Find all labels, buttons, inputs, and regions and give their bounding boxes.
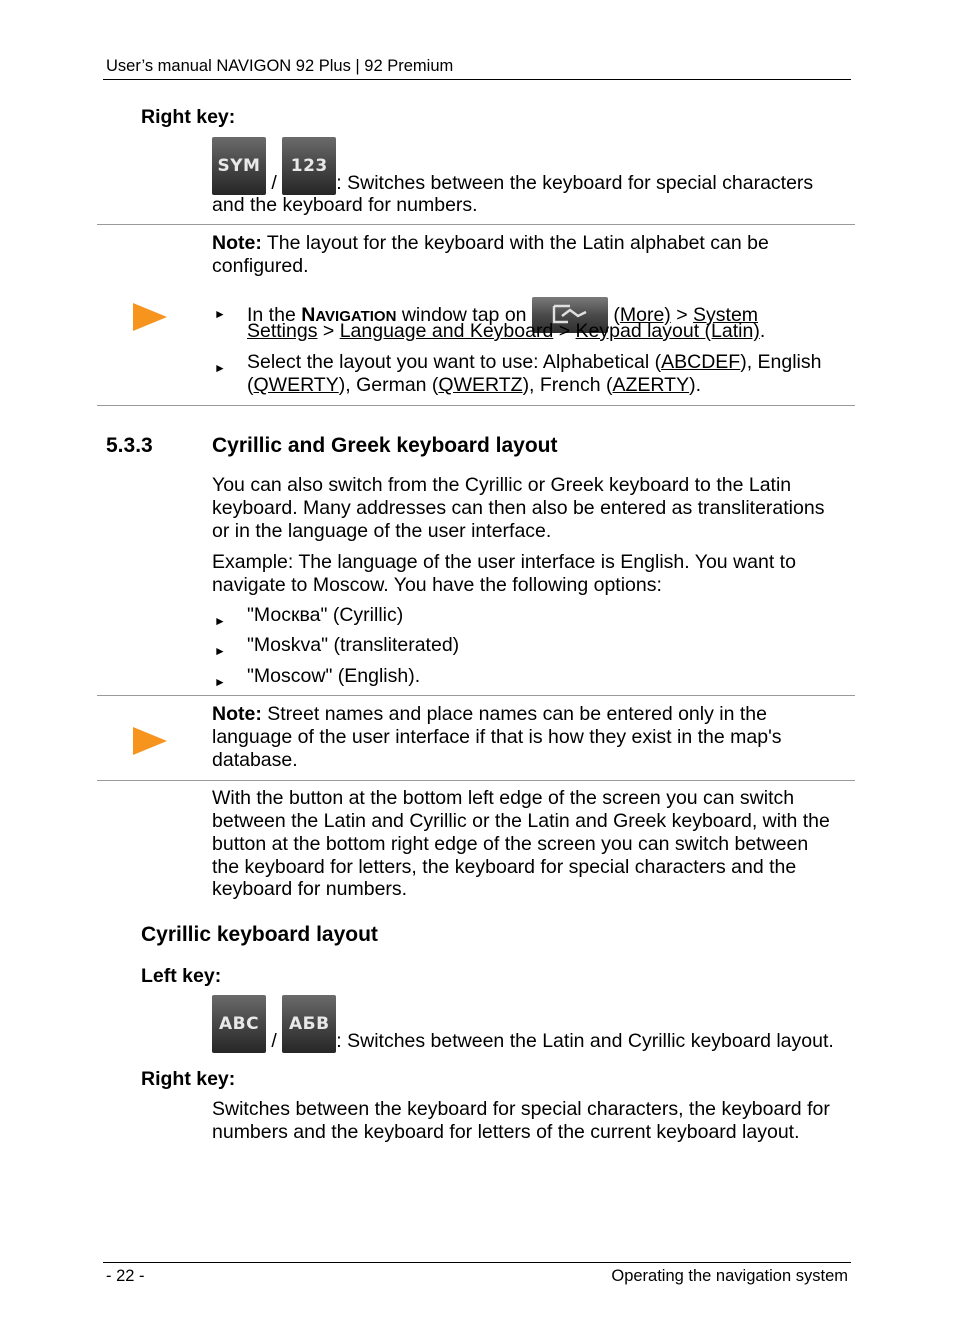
section-title: Cyrillic and Greek keyboard layout: [212, 434, 558, 457]
bullet-icon: ►: [214, 675, 226, 689]
para-1-line-2: keyboard. Many addresses can then also be entered as transliterations: [212, 497, 825, 519]
abcdef-link[interactable]: ABCDEF: [661, 351, 741, 373]
system-settings-link[interactable]: System: [693, 304, 759, 326]
footer-rule: [103, 1262, 851, 1263]
note-2-line-3: database.: [212, 749, 298, 771]
note-2-line-1: [212, 703, 767, 726]
right-key-heading-2: Right key:: [141, 1068, 236, 1090]
step-2-text-c: ), German (: [338, 374, 439, 396]
numbers-key-icon: 123: [282, 137, 336, 195]
orange-arrow-icon: [133, 727, 167, 755]
para-1-line-1: You can also switch from the Cyrillic or Greek keyboard to the Latin: [212, 474, 792, 496]
option-english: "Moscow" (English).: [247, 665, 421, 687]
note-label: Note:: [212, 703, 262, 725]
divider: [97, 780, 855, 781]
para-3-line-4: the keyboard for letters, the keyboard for special characters and the: [212, 856, 797, 878]
section-number: 5.3.3: [106, 434, 153, 457]
bullet-icon: ►: [214, 361, 226, 375]
note-2-line-2: language of the user interface if that is how they exist in the map's: [212, 726, 782, 748]
more-link[interactable]: More): [619, 304, 671, 326]
navigation-window-name-rest: AVIGATION: [315, 308, 397, 325]
azerty-link[interactable]: AZERTY: [612, 374, 690, 396]
right-key-heading: Right key:: [141, 106, 236, 128]
step-2-line-1: [247, 351, 822, 374]
key-separator: /: [271, 172, 277, 194]
key-separator: /: [271, 1030, 277, 1052]
latin-abc-key-icon: ABC: [212, 995, 266, 1053]
note-1-line-1: [212, 232, 769, 255]
step-2-line-2: [247, 374, 701, 397]
right-key-2-line-2: numbers and the keyboard for letters of the current keyboard layout.: [212, 1121, 800, 1143]
left-key-row: [212, 995, 852, 1053]
para-2-line-1: Example: The language of the user interface is English. You want to: [212, 551, 796, 573]
footer-section: Operating the navigation system: [611, 1267, 848, 1285]
option-cyrillic: "Москва" (Cyrillic): [247, 604, 404, 626]
cyrillic-abv-key-icon: АБВ: [282, 995, 336, 1053]
note-1-line-2: configured.: [212, 255, 309, 277]
step-2-text-d: ), French (: [522, 374, 613, 396]
right-key-desc-1: : Switches between the keyboard for special characters: [336, 172, 814, 194]
divider: [97, 224, 855, 225]
separator: >: [553, 320, 576, 342]
separator: >: [670, 304, 694, 326]
orange-arrow-icon: [133, 303, 167, 331]
step-2-paren: (: [247, 374, 254, 396]
end-dot: .: [759, 320, 766, 342]
divider: [97, 695, 855, 696]
note-label: Note:: [212, 232, 262, 254]
note-1-text: The layout for the keyboard with the Latin alphabet can be: [261, 232, 769, 254]
sym-key-icon: SYM: [212, 137, 266, 195]
separator: >: [317, 320, 340, 342]
left-key-desc: : Switches between the Latin and Cyrillic keyboard layout.: [336, 1030, 834, 1052]
header-rule: [103, 79, 851, 80]
step-2-text-e: ).: [689, 374, 701, 396]
para-3-line-2: between the Latin and Cyrillic or the Latin and Greek keyboard, with the: [212, 810, 830, 832]
option-transliterated: "Moskva" (transliterated): [247, 634, 460, 656]
note-2-text: Street names and place names can be entered only in the: [261, 703, 767, 725]
qwerty-link[interactable]: QWERTY: [253, 374, 339, 396]
keypad-layout-link[interactable]: Keypad layout (Latin): [575, 320, 760, 342]
step-1-line-2: [247, 320, 765, 343]
more-open-paren: (: [613, 304, 620, 326]
system-settings-link-2[interactable]: Settings: [247, 320, 318, 342]
para-1-line-3: or in the language of the user interface.: [212, 520, 552, 542]
language-keyboard-link[interactable]: Language and Keyboard: [339, 320, 554, 342]
divider: [97, 405, 855, 406]
bullet-icon: ►: [214, 644, 226, 658]
step-2-text-b: ), English: [740, 351, 822, 373]
left-key-heading: Left key:: [141, 965, 222, 987]
qwertz-link[interactable]: QWERTZ: [438, 374, 523, 396]
para-2-line-2: navigate to Moscow. You have the following options:: [212, 574, 662, 596]
para-3-line-1: With the button at the bottom left edge of the screen you can switch: [212, 787, 795, 809]
step-1-mid: window tap on: [396, 304, 532, 326]
para-3-line-3: button at the bottom right edge of the screen you can switch between: [212, 833, 809, 855]
step-2-text: Select the layout you want to use: Alphabetical (: [247, 351, 662, 373]
para-3-line-5: keyboard for numbers.: [212, 878, 408, 900]
step-1-prefix: In the: [247, 304, 302, 326]
right-key-2-line-1: Switches between the keyboard for special characters, the keyboard for: [212, 1098, 830, 1120]
running-header: User’s manual NAVIGON 92 Plus | 92 Premium: [106, 57, 454, 75]
bullet-icon: ►: [214, 614, 226, 628]
page-number: - 22 -: [106, 1267, 145, 1285]
navigation-window-name: N: [301, 304, 316, 326]
cyrillic-heading: Cyrillic keyboard layout: [141, 923, 378, 946]
right-key-row: [212, 137, 852, 195]
right-key-desc-2: and the keyboard for numbers.: [212, 194, 478, 216]
bullet-icon: ►: [214, 307, 226, 321]
